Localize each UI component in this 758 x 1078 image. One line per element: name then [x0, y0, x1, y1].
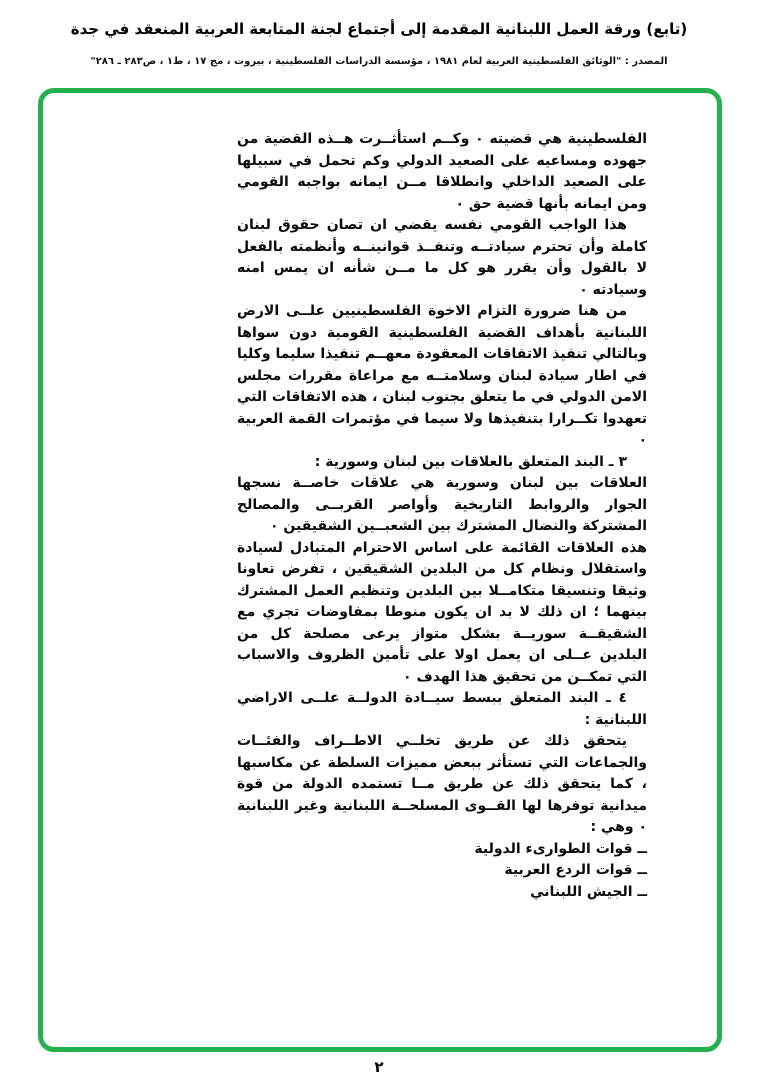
- document-frame: [38, 88, 722, 1052]
- paragraph: من هنا ضرورة التزام الاخوة الفلسطينيين علــى الارض اللبنانية بأهداف القضية الفلسطينية القومية دون سواها وبالتالي تنفيذ الاتفاقات المعقودة معهــم تنفيذا سليما وكليا في اطار سيادة لبنان وسلامتــه مع مراعاة مقررات مجلس الامن الدولي في ما يتعلق بجنوب لبنان ، هذه الاتفاقات التي تعهدوا تكــرارا بتنفيذها ولا سيما في مؤتمرات القمة العربية ٠: [237, 303, 647, 448]
- page-number: ٢: [374, 1058, 384, 1076]
- paragraph: يتحقق ذلك عن طريق تخلــي الاطــراف والفئــات والجماعات التي تستأثر ببعض مميزات السلطة عن مكاسبها ، كما يتحقق ذلك عن طريق مــا تستمده الدولة من قوة ميدانية توفرها لها القــوى المسلحــة اللبنانية وغير اللبنانية ٠ وهي :: [237, 733, 647, 835]
- paragraph: هذه العلاقات القائمة على اساس الاحترام المتبادل لسيادة واستقلال ونظام كل من البلدين الشقيقين ، تفرض تعاونا وثيقا وتنسيقا متكامــلا بين البلدين وتنظيم العمل المشترك بينهما ؛ ان ذلك لا بد ان يكون منوطا بمفاوضات تجري مع الشقيقــة سوريــة بشكل متواز يرعى مصلحة كل من البلدين عــلى ان يعمل اولا على تأمين الظروف والاسباب التي تمكــن من تحقيق هذا الهدف ٠: [237, 539, 647, 685]
- paragraph-continuation: الفلسطينية هي قضيته ٠ وكــم استأثــرت هــذه القضية من جهوده ومساعيه على الصعيد الدولي وكم تحمل في سبيلها على الصعيد الداخلي وانطلاقا مــن ايمانه بواجبه القومي ومن ايمانه بأنها قضية حق ٠: [237, 131, 647, 212]
- list-item: ــ الجيش اللبناني: [530, 883, 647, 900]
- source-line: المصدر : "الوثائق الفلسطينية العربية لعام ١٩٨١ ، مؤسسة الدراسات الفلسطينية ، بيروت ، مج ١٧ ، ط١ ، ص٢٨٣ ـ ٢٨٦": [90, 56, 668, 67]
- section-heading-4: ٤ ـ البند المتعلق ببسط سيــادة الدولــة علــى الاراضي اللبنانية :: [237, 690, 647, 728]
- body-text: [237, 129, 647, 903]
- section-heading-3: ٣ ـ البند المتعلق بالعلاقات بين لبنان وسورية :: [314, 453, 627, 470]
- list-item: ــ قوات الطوارىء الدولية: [474, 840, 647, 857]
- list-item: ــ قوات الردع العربية: [504, 862, 647, 878]
- document-title: (تابع) ورقة العمل اللبنانية المقدمة إلى أجتماع لجنة المتابعة العربية المنعقد في جدة: [70, 20, 688, 38]
- paragraph: هذا الواجب القومي نفسه يقضي ان تصان حقوق لبنان كاملة وأن تحترم سيادتــه وتنفــذ قوانينــه وأنظمته بالفعل لا بالقول وأن يقرر هو كل ما مــن شأنه ان يمس امنه وسيادته ٠: [237, 217, 647, 298]
- paragraph: العلاقات بين لبنان وسورية هي علاقات خاصــة نسجها الجوار والروابط التاريخية وأواصر القربــى والمصالح المشتركة والنضال المشترك بين الشعبــين الشقيقين ٠: [237, 475, 647, 534]
